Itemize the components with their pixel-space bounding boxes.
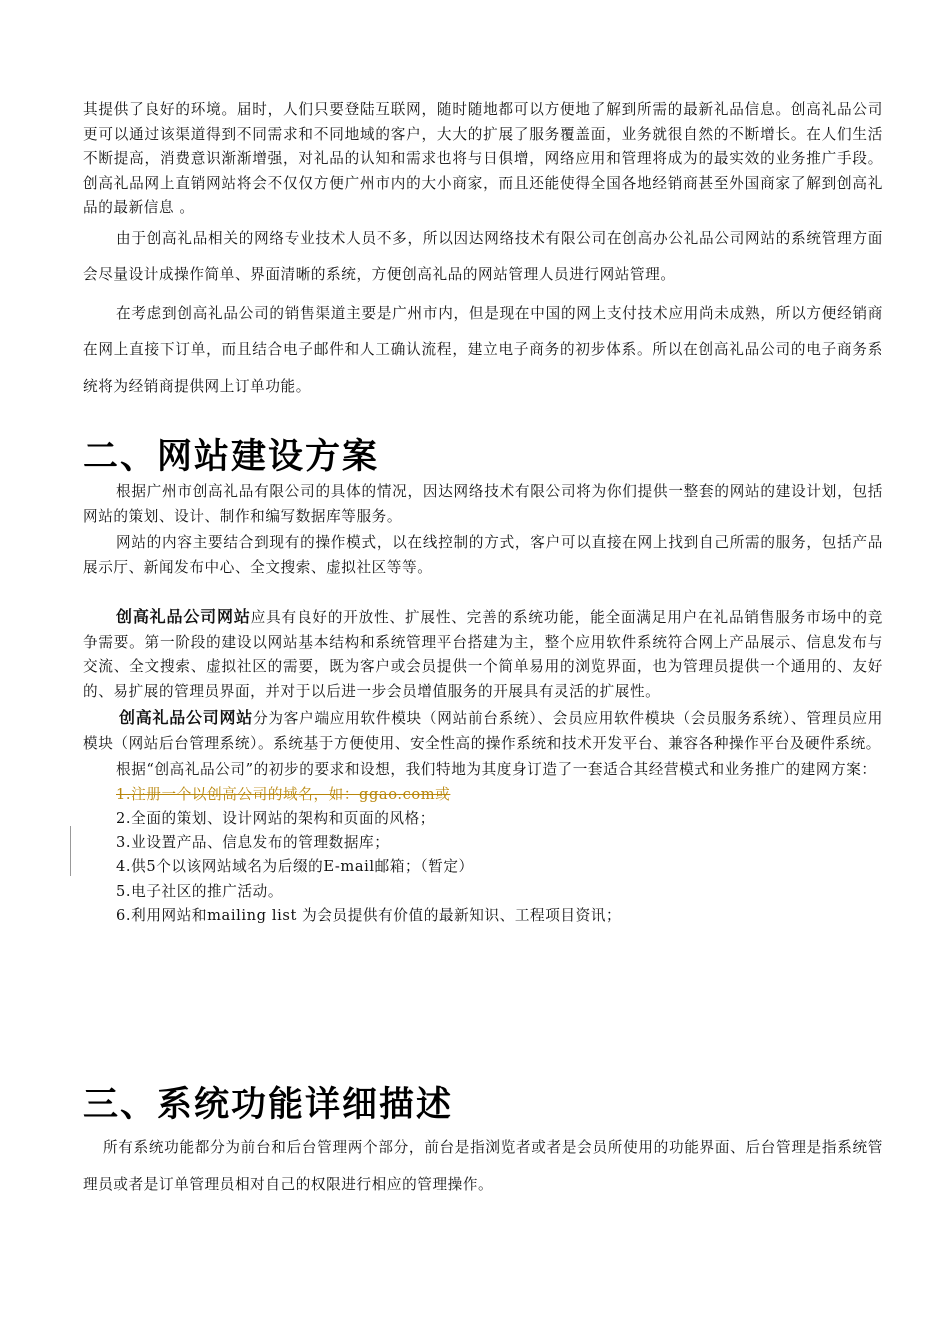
list-item: 6.利用网站和mailing list 为会员提供有价值的最新知识、工程项目资讯； [116, 906, 622, 924]
plan-list [83, 783, 883, 929]
section-2-heading: 二、网站建设方案 [83, 437, 380, 477]
list-item: 5.电子社区的推广活动。 [116, 882, 284, 900]
intro-paragraph-3: 在考虑到创高礼品公司的销售渠道主要是广州市内，但是现在中国的网上支付技术应用尚未成熟，所以方便经销商在网上直接下订单，而且结合电子邮件和人工确认流程，建立电子商务的初步体系。所以在创高礼品公司的电子商务系统将为经销商提供网上订单功能。 [83, 304, 883, 395]
document-page [83, 98, 883, 1203]
section-2-paragraph-4-text: 分为客户端应用软件模块（网站前台系统）、会员应用软件模块（会员服务系统）、管理员应用模块（网站后台管理系统）。系统基于方便使用、安全性高的操作系统和技术开发平台、兼容各种操作平台及硬件系统。 [83, 710, 883, 752]
intro-paragraph-2: 由于创高礼品相关的网络专业技术人员不多，所以因达网络技术有限公司在创高办公礼品公司网站的系统管理方面会尽量设计成操作简单、界面清晰的系统，方便创高礼品的网站管理人员进行网站管理。 [83, 229, 883, 283]
section-3-heading: 三、系统功能详细描述 [83, 1085, 454, 1126]
section-2-paragraph-3-text: 应具有良好的开放性、扩展性、完善的系统功能，能全面满足用户在礼品销售服务市场中的竞争需要。第一阶段的建设以网站基本结构和系统管理平台搭建为主，整个应用软件系统符合网上产品展示、信息发布与交流、全文搜索、虚拟社区的需要，既为客户或会员提供一个简单易用的浏览界面，也为管理员提供一个通用的、友好的、易扩展的管理员界面，并对于以后进一步会员增值服务的开展具有灵活的扩展性。 [83, 609, 883, 700]
company-name-bold: 创高礼品公司网站 [116, 607, 251, 626]
list-item: 2.全面的策划、设计网站的架构和页面的风格； [116, 809, 436, 827]
section-2-paragraph-2: 网站的内容主要结合到现有的操作模式，以在线控制的方式，客户可以直接在网上找到自己所需的服务，包括产品展示厅、新闻发布中心、全文搜索、虚拟社区等等。 [83, 534, 883, 576]
company-name-bold: 创高礼品公司网站 [119, 708, 254, 727]
intro-paragraph-1: 其提供了良好的环境。届时，人们只要登陆互联网，随时随地都可以方便地了解到所需的最新礼品信息。创高礼品公司更可以通过该渠道得到不同需求和不同地域的客户，大大的扩展了服务覆盖面，业务就很自然的不断增长。在人们生活不断提高，消费意识渐渐增强，对礼品的认知和需求也将与日俱增，网络应用和管理将成为的最实效的业务推广手段。创高礼品网上直销网站将会不仅仅方便广州市内的大小商家，而且还能使得全国各地经销商甚至外国商家了解到创高礼品的最新信息 。 [83, 101, 883, 216]
section-2-paragraph-5: 根据“创高礼品公司”的初步的要求和设想，我们特地为其度身订造了一套适合其经营模式和业务推广的建网方案： [116, 761, 877, 778]
section-2-paragraph-3 [83, 605, 883, 704]
section-2-paragraph-4 [83, 706, 883, 756]
revision-bar [70, 826, 71, 876]
section-2-paragraph-1: 根据广州市创高礼品有限公司的具体的情况，因达网络技术有限公司将为你们提供一整套的网站的建设计划，包括网站的策划、设计、制作和编写数据库等服务。 [83, 483, 883, 525]
list-item-struck: 1.注册一个以创高公司的域名，如：ggao.com或 [116, 785, 451, 803]
list-item: 3.业设置产品、信息发布的管理数据库； [116, 834, 390, 852]
list-item: 4.供5个以该网站域名为后缀的E-mail邮箱；（暂定） [116, 858, 474, 876]
section-3-paragraph-1: 所有系统功能都分为前台和后台管理两个部分，前台是指浏览者或者是会员所使用的功能界面、后台管理是指系统管理员或者是订单管理员相对自己的权限进行相应的管理操作。 [83, 1139, 883, 1193]
